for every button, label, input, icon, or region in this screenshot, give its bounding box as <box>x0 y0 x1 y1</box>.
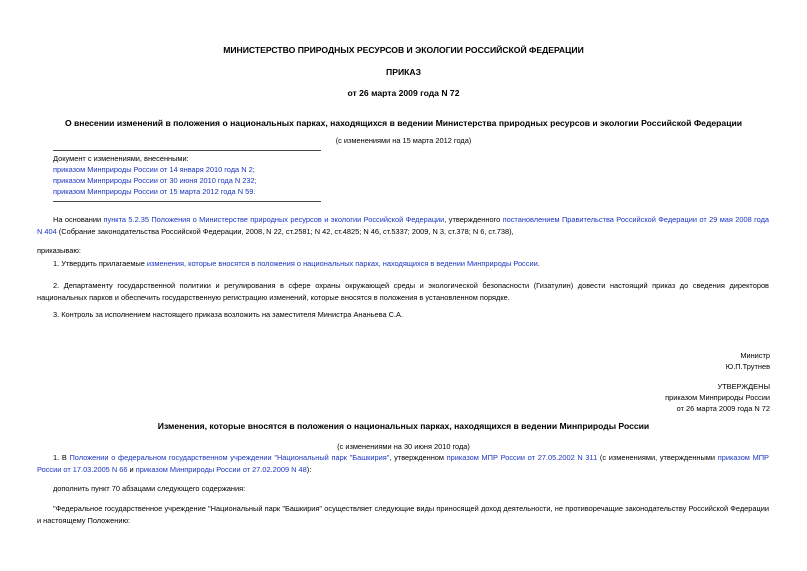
item-1-suffix: . <box>537 259 540 268</box>
changes-box-heading: Документ с изменениями, внесенными: <box>53 154 189 163</box>
preamble-prefix: На основании <box>53 215 104 224</box>
approval-line-3: от 26 марта 2009 года N 72 <box>676 404 770 413</box>
change-link-3[interactable]: приказом Минприроды России от 15 марта 2012 года N 59. <box>53 187 256 196</box>
item-2: 2. Департаменту государственной политики и регулирования в сфере охраны окружающей среды и экологической безопасности (Гизатулин) довести настоящий приказ до сведения директоров национальных парков и обеспечить государственную регистрацию изменений, которые вносятся в положения в установленном порядке. <box>37 281 769 302</box>
document-type: ПРИКАЗ <box>386 67 421 77</box>
document-title: О внесении изменений в положения о национальных парках, находящихся в ведении Министерства природных ресурсов и экологии Российской Федерации <box>64 118 743 128</box>
annex-item-1-d: и <box>127 464 136 474</box>
item-1-prefix: 1. Утвердить прилагаемые <box>53 259 147 268</box>
bashkiria-regulation-link[interactable]: Положении о федеральном государственном учреждении "Национальный парк "Башкирия" <box>69 453 390 462</box>
government-decree-link[interactable]: постановлением Правительства Российской Федерации от 29 мая 2008 года N 404 <box>37 215 770 236</box>
annex-item-1-c: (с изменениями, утвержденными <box>597 453 718 462</box>
annex-item-3: "Федеральное государственное учреждение "Национальный парк "Башкирия" осуществляет следующие виды приносящей доход деятельности, не противоречащие законодательству Российской Федерации и настоящему Положению: <box>37 504 769 525</box>
order-word: приказываю: <box>37 246 81 255</box>
preamble-mid: , утвержденного <box>444 215 503 224</box>
signature-name: Ю.П.Трутнев <box>725 362 770 371</box>
annex-link[interactable]: изменения, которые вносятся в положения о национальных парках, находящихся в ведении Минприроды России <box>146 259 538 268</box>
ministry-heading: МИНИСТЕРСТВО ПРИРОДНЫХ РЕСУРСОВ И ЭКОЛОГИИ РОССИЙСКОЙ ФЕДЕРАЦИИ <box>223 45 584 55</box>
mpr-order-311-link[interactable]: приказом МПР России от 27.05.2002 N 311 <box>446 453 598 462</box>
preamble-suffix: (Собрание законодательства Российской Федерации, 2008, N 22, ст.2581; N 42, ст.4825; N 46, ст.5337; 2009, N 3, ст.378; N 6, ст.738), <box>56 226 514 236</box>
signature-position: Министр <box>740 351 770 360</box>
mpr-order-66-link[interactable]: приказом МПР России от 17.03.2005 N 66 <box>37 453 769 474</box>
annex-title: Изменения, которые вносятся в положения о национальных парках, находящихся в ведении Минприроды России <box>157 421 650 431</box>
approval-line-1: УТВЕРЖДЕНЫ <box>717 382 770 391</box>
annex-item-1-b: , утвержденном <box>389 453 447 462</box>
item-1 <box>37 258 769 270</box>
annex-amended-note: (с изменениями на 30 июня 2010 года) <box>337 442 470 451</box>
annex-item-1-e: ): <box>306 464 312 474</box>
changes-box-top-rule <box>53 150 321 151</box>
annex-item-2: дополнить пункт 70 абзацами следующего содержания: <box>53 484 246 493</box>
preamble-paragraph <box>37 214 769 237</box>
annex-item-1 <box>37 452 769 475</box>
changes-box-bottom-rule <box>53 201 321 202</box>
change-link-2[interactable]: приказом Минприроды России от 30 июня 2010 года N 232; <box>53 176 257 185</box>
minprirody-order-48-link[interactable]: приказом Минприроды России от 27.02.2009 N 48 <box>135 464 307 474</box>
regulation-link[interactable]: пункта 5.2.35 Положения о Министерстве природных ресурсов и экологии Российской Федерации <box>103 215 445 224</box>
item-3: 3. Контроль за исполнением настоящего приказа возложить на заместителя Министра Ананьева С.А. <box>53 310 404 319</box>
change-link-1[interactable]: приказом Минприроды России от 14 января 2010 года N 2; <box>53 165 255 174</box>
annex-item-1-a: 1. В <box>53 453 70 462</box>
approval-line-2: приказом Минприроды России <box>665 393 770 402</box>
document-date-number: от 26 марта 2009 года N 72 <box>347 88 460 98</box>
amended-note: (с изменениями на 15 марта 2012 года) <box>335 136 472 145</box>
